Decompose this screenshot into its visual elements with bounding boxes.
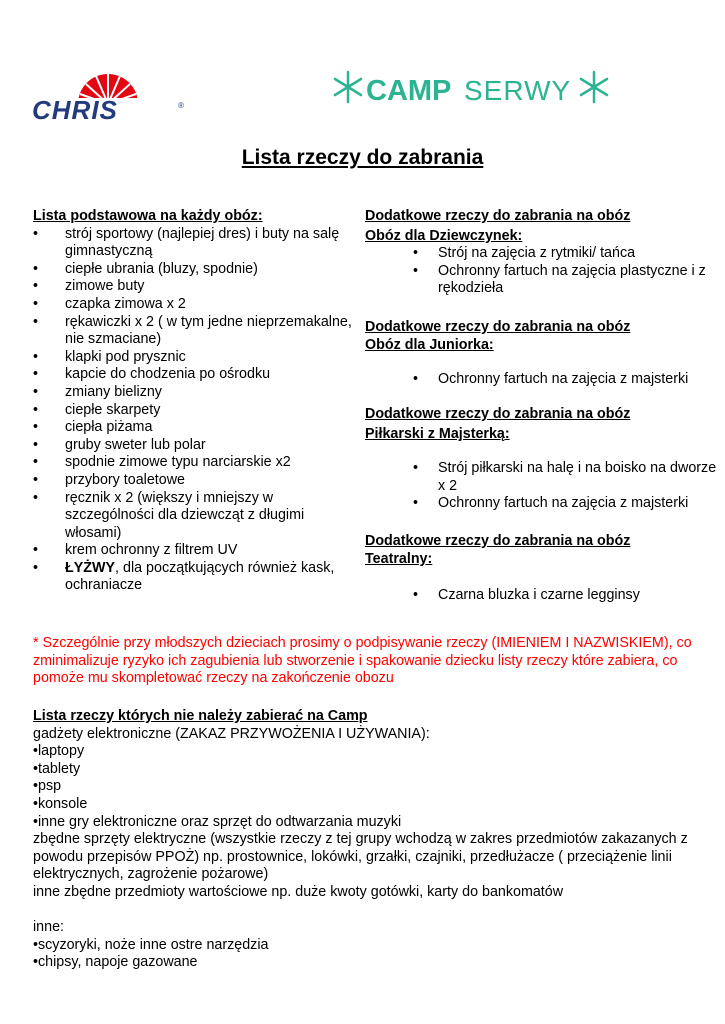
list-item: • Czarna bluzka i czarne legginsy <box>365 587 720 605</box>
section-subheading: Obóz dla Dziewczynek: <box>365 227 523 244</box>
list-item: • strój sportowy (najlepiej dres) i buty na salę gimnastyczną <box>33 226 353 261</box>
list-item <box>33 560 353 595</box>
list-item: • Strój na zajęcia z rytmiki/ tańca <box>365 245 720 263</box>
camp-logo-text: CAMP <box>366 75 452 107</box>
spacer <box>33 902 723 920</box>
list-item: • kapcie do chodzenia po ośrodku <box>33 366 353 384</box>
list-item: •konsole <box>33 795 88 812</box>
list-item: • gruby sweter lub polar <box>33 437 353 455</box>
list-item: • ciepłe skarpety <box>33 402 353 420</box>
section-list <box>365 245 720 298</box>
list-item: •psp <box>33 778 62 795</box>
other-label: inne: <box>33 919 65 936</box>
list-item: • klapki pod prysznic <box>33 349 353 367</box>
list-item: •tablety <box>33 760 81 777</box>
list-item: • zimowe buty <box>33 278 353 296</box>
skates-label: ŁYŻWY <box>65 559 116 576</box>
theatre-camp-section <box>365 533 720 605</box>
chris-logo <box>30 62 188 122</box>
list-item: • Ochronny fartuch na zajęcia z majsterki <box>365 371 720 389</box>
section-list <box>365 587 720 605</box>
serwy-logo-text: SERWY <box>464 75 572 106</box>
list-item: • przybory toaletowe <box>33 472 353 490</box>
list-item: •inne gry elektroniczne oraz sprzęt do odtwarzania muzyki <box>33 813 402 830</box>
skates-detail: , dla początkujących również kask, ochraniacze <box>65 559 335 594</box>
camp-serwy-logo <box>332 66 612 112</box>
list-item: • czapka zimowa x 2 <box>33 296 353 314</box>
section-subheading: Piłkarski z Majsterką: <box>365 425 510 442</box>
girls-camp-section <box>365 208 720 298</box>
page-title: Lista rzeczy do zabrania <box>241 146 484 169</box>
section-heading: Dodatkowe rzeczy do zabrania na obóz <box>365 208 631 224</box>
snowflake-icon <box>581 72 607 102</box>
list-item: • Strój piłkarski na halę i na boisko na dworze x 2 <box>365 460 720 495</box>
list-item: • ciepła piżama <box>33 419 353 437</box>
basic-list-column <box>33 208 353 595</box>
list-item: •laptopy <box>33 743 85 760</box>
section-heading: Dodatkowe rzeczy do zabrania na obóz <box>365 319 631 335</box>
section-subheading: Obóz dla Juniorka: <box>365 336 494 353</box>
list-item: •chipsy, napoje gazowane <box>33 954 198 971</box>
section-list <box>365 371 720 389</box>
chris-logo-text: CHRIS <box>32 95 118 122</box>
list-item: • krem ochronny z filtrem UV <box>33 542 353 560</box>
valuables-text: inne zbędne przedmioty wartościowe np. duże kwoty gotówki, karty do bankomatów <box>33 883 564 900</box>
junior-camp-section <box>365 319 720 389</box>
list-item: • Ochronny fartuch na zajęcia plastyczne i z rękodzieła <box>365 263 720 298</box>
forbidden-items-section <box>33 708 723 972</box>
list-item: • spodnie zimowe typu narciarskie x2 <box>33 454 353 472</box>
basic-list <box>33 226 353 595</box>
section-subheading: Teatralny: <box>365 550 433 567</box>
list-item: • ręcznik x 2 (większy i mniejszy w szczególności dla dziewcząt z długimi włosami) <box>33 490 353 543</box>
section-heading: Dodatkowe rzeczy do zabrania na obóz <box>365 533 631 549</box>
list-item: • zmiany bielizny <box>33 384 353 402</box>
basic-list-heading: Lista podstawowa na każdy obóz: <box>33 208 263 224</box>
list-item: • rękawiczki x 2 ( w tym jedne nieprzemakalne, nie szmaciane) <box>33 314 353 349</box>
list-item: •scyzoryki, noże inne ostre narzędzia <box>33 936 269 953</box>
chris-logo-registered: ® <box>178 101 184 110</box>
labeling-note: * Szczególnie przy młodszych dzieciach prosimy o podpisywanie rzeczy (IMIENIEM I NAZWISKIEM), co zminimalizuje ryzyko ich zagubienia lub stworzenie i spakowanie dziecku listy rzeczy które zabiera, co pomoże mu skompletować rzeczy na zakończenie obozu <box>33 635 692 687</box>
snowflake-icon <box>335 72 361 102</box>
section-list <box>365 460 720 513</box>
football-camp-section <box>365 406 720 513</box>
electrical-items-text: zbędne sprzęty elektryczne (wszystkie rzeczy z tej grupy wchodzą w zakres przedmiotów zakazanych z powodu przepisów PPOŻ) np. prostownice, lokówki, grzałki, czajniki, przedłużacze ( przeciążenie linii elektrycznych, zagrożenie pożarowe) <box>33 831 688 883</box>
section-heading: Dodatkowe rzeczy do zabrania na obóz <box>365 406 631 422</box>
list-item: • Ochronny fartuch na zajęcia z majsterki <box>365 495 720 513</box>
forbidden-heading: Lista rzeczy których nie należy zabierać na Camp <box>33 708 368 724</box>
list-item: • ciepłe ubrania (bluzy, spodnie) <box>33 261 353 279</box>
electronics-intro: gadżety elektroniczne (ZAKAZ PRZYWOŻENIA I UŻYWANIA): <box>33 725 430 742</box>
